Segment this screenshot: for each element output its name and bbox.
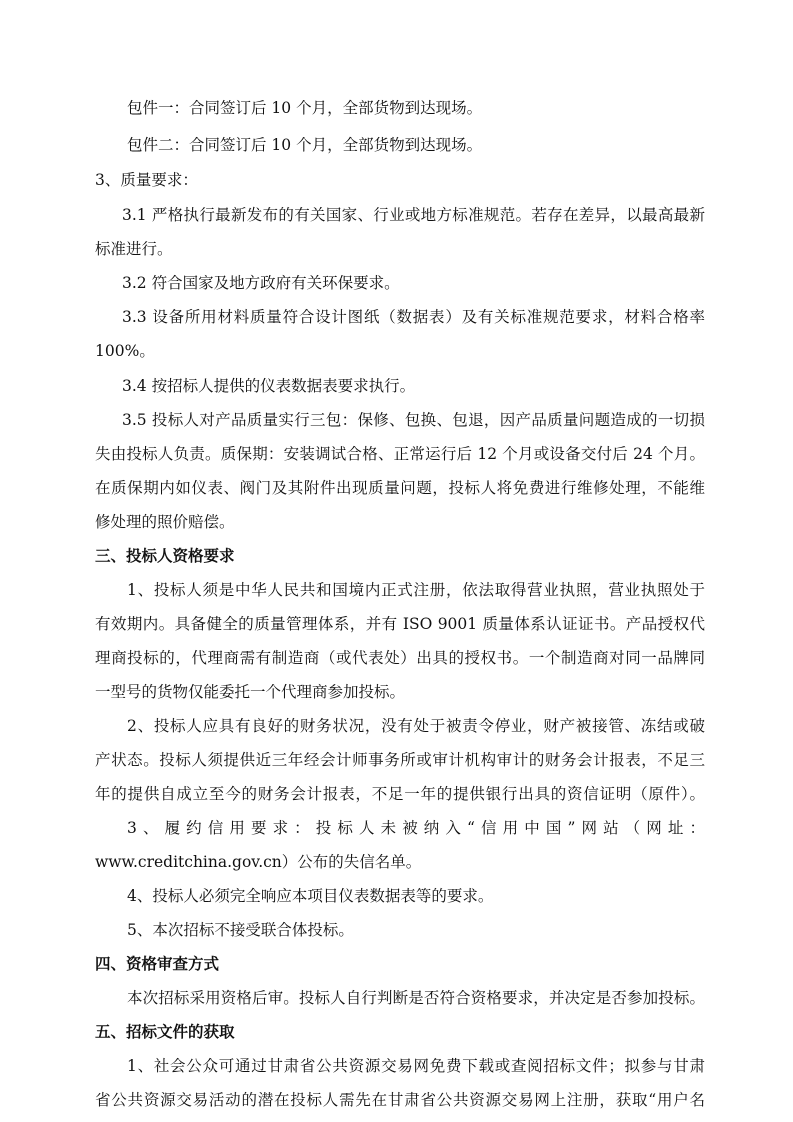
qualification-item-1: 1、投标人须是中华人民共和国境内正式注册，依法取得营业执照，营业执照处于 [127, 581, 705, 599]
quality-item-3-5-cont3: 修处理的照价赔偿。 [95, 513, 235, 531]
quality-item-3-1: 3.1 严格执行最新发布的有关国家、行业或地方标准规范。若存在差异，以最高最新 [122, 206, 705, 224]
qualification-item-5: 5、本次招标不接受联合体投标。 [127, 921, 354, 939]
delivery-package-2: 包件二：合同签订后 10 个月，全部货物到达现场。 [127, 136, 483, 154]
qualification-item-3-cont: www.creditchina.gov.cn）公布的失信名单。 [95, 853, 422, 871]
qualification-item-3: 3、履约信用要求：投标人未被纳入“信用中国”网站（网址： [127, 819, 705, 837]
qualification-review-text: 本次招标采用资格后审。投标人自行判断是否符合资格要求，并决定是否参加投标。 [127, 989, 705, 1007]
delivery-package-1: 包件一：合同签订后 10 个月，全部货物到达现场。 [127, 99, 483, 117]
quality-item-3-5: 3.5 投标人对产品质量实行三包：保修、包换、包退，因产品质量问题造成的一切损 [122, 411, 705, 429]
document-acquisition-item-1: 1、社会公众可通过甘肃省公共资源交易网免费下载或查阅招标文件；拟参与甘肃 [127, 1057, 705, 1075]
quality-item-3-3: 3.3 设备所用材料质量符合设计图纸（数据表）及有关标准规范要求，材料合格率 [122, 308, 705, 326]
qualification-item-2: 2、投标人应具有良好的财务状况，没有处于被责令停业，财产被接管、冻结或破 [127, 717, 705, 735]
qualification-item-4: 4、投标人必须完全响应本项目仪表数据表等的要求。 [127, 887, 494, 905]
quality-item-3-3-cont: 100%。 [95, 342, 155, 360]
quality-item-3-4: 3.4 按招标人提供的仪表数据表要求执行。 [122, 377, 416, 395]
section-5-heading: 五、招标文件的获取 [95, 1023, 235, 1041]
qualification-item-2-cont2: 年的提供自成立至今的财务会计报表，不足一年的提供银行出具的资信证明（原件）。 [95, 785, 705, 803]
quality-item-3-5-cont2: 在质保期内如仪表、阀门及其附件出现质量问题，投标人将免费进行维修处理，不能维 [95, 479, 705, 497]
qualification-item-1-cont2: 理商投标的，代理商需有制造商（或代表处）出具的授权书。一个制造商对同一品牌同 [95, 649, 705, 667]
section-3-heading: 三、投标人资格要求 [95, 547, 235, 565]
quality-item-3-1-cont: 标准进行。 [95, 240, 173, 258]
qualification-item-1-cont3: 一型号的货物仅能委托一个代理商参加投标。 [95, 683, 406, 701]
document-acquisition-item-1-cont: 省公共资源交易活动的潜在投标人需先在甘肃省公共资源交易网上注册，获取“用户名 [95, 1091, 705, 1109]
quality-item-3-5-cont1: 失由投标人负责。质保期：安装调试合格、正常运行后 12 个月或设备交付后 24 个月。 [95, 445, 705, 463]
quality-requirements-heading: 3、质量要求： [95, 171, 198, 189]
section-4-heading: 四、资格审查方式 [95, 955, 220, 973]
qualification-item-1-cont1: 有效期内。具备健全的质量管理体系，并有 ISO 9001 质量体系认证证书。产品授权代 [95, 615, 705, 633]
qualification-item-2-cont1: 产状态。投标人须提供近三年经会计师事务所或审计机构审计的财务会计报表，不足三 [95, 751, 705, 769]
quality-item-3-2: 3.2 符合国家及地方政府有关环保要求。 [122, 274, 400, 292]
